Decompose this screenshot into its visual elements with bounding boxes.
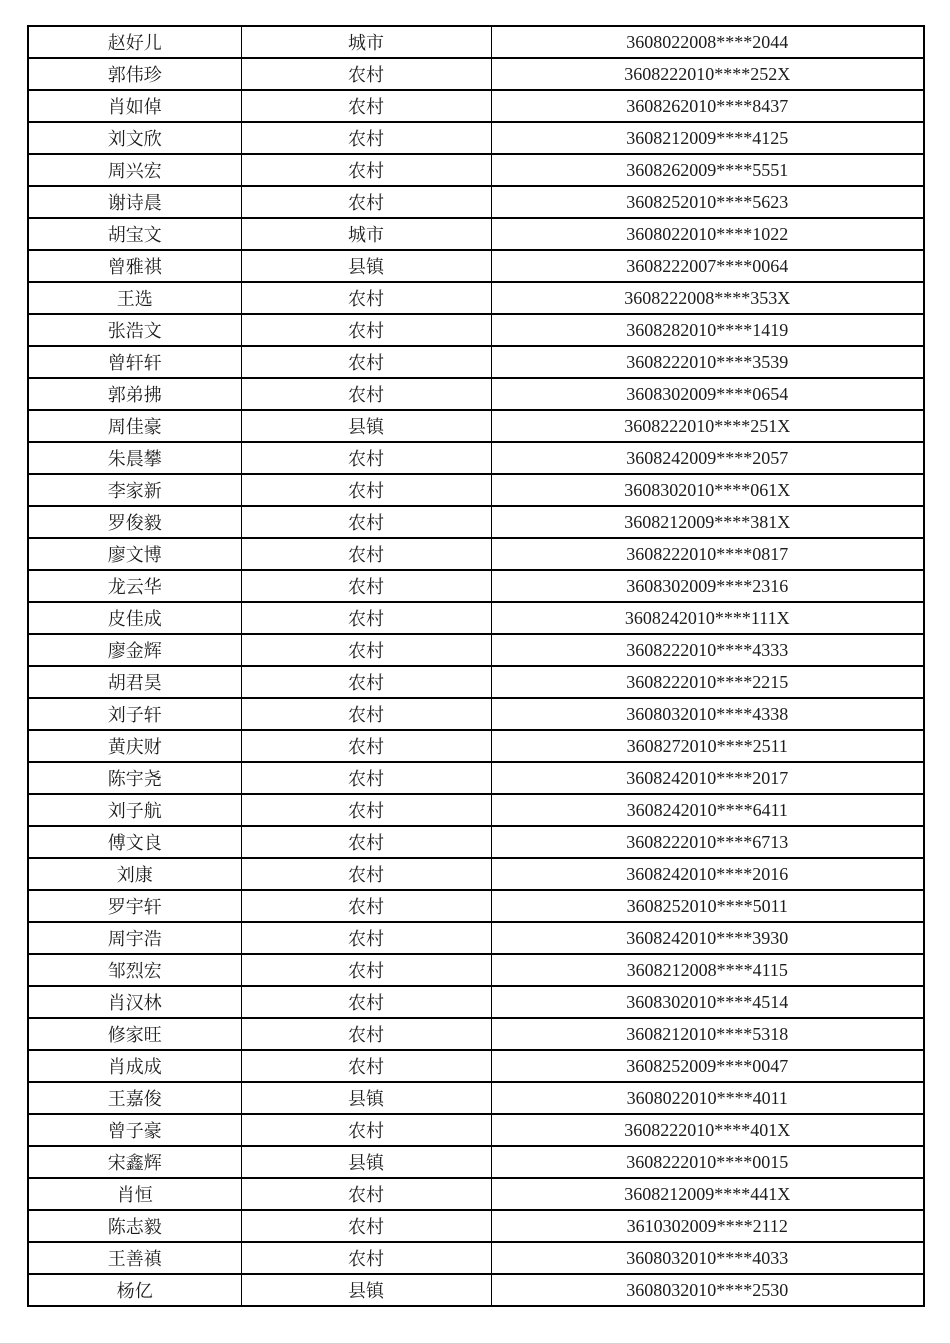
residence-type-cell: 农村 [241,122,491,154]
table-row [28,378,924,410]
name-cell: 罗宇轩 [28,890,241,922]
table-row [28,826,924,858]
id-number-cell: 3608242010****2017 [491,762,924,794]
id-number-cell: 3608242010****6411 [491,794,924,826]
id-number-cell: 3608302009****0654 [491,378,924,410]
residence-type-cell: 农村 [241,1178,491,1210]
name-cell: 周宇浩 [28,922,241,954]
residence-type-cell: 农村 [241,314,491,346]
name-cell: 胡君昊 [28,666,241,698]
residence-type-cell: 农村 [241,1018,491,1050]
id-number-cell: 3608222008****353X [491,282,924,314]
id-number-cell: 3608242010****111X [491,602,924,634]
table-row [28,154,924,186]
table-row [28,634,924,666]
id-number-cell: 3608262010****8437 [491,90,924,122]
residence-type-cell: 农村 [241,858,491,890]
residence-type-cell: 农村 [241,698,491,730]
table-row [28,538,924,570]
id-number-cell: 3608212009****441X [491,1178,924,1210]
id-number-cell: 3610302009****2112 [491,1210,924,1242]
table-row [28,122,924,154]
table-row [28,90,924,122]
name-cell: 傅文良 [28,826,241,858]
table-row [28,1082,924,1114]
table-row [28,698,924,730]
name-cell: 廖文博 [28,538,241,570]
table-row [28,58,924,90]
name-cell: 赵好儿 [28,26,241,58]
name-cell: 周佳豪 [28,410,241,442]
name-cell: 胡宝文 [28,218,241,250]
table-row [28,794,924,826]
id-number-cell: 3608262009****5551 [491,154,924,186]
id-number-cell: 3608222010****3539 [491,346,924,378]
residence-type-cell: 农村 [241,922,491,954]
records-table-body [28,26,924,1306]
name-cell: 廖金辉 [28,634,241,666]
table-row [28,890,924,922]
id-number-cell: 3608302009****2316 [491,570,924,602]
id-number-cell: 3608252010****5623 [491,186,924,218]
residence-type-cell: 农村 [241,762,491,794]
name-cell: 陈宇尧 [28,762,241,794]
name-cell: 王嘉俊 [28,1082,241,1114]
name-cell: 郭伟珍 [28,58,241,90]
name-cell: 郭弟拂 [28,378,241,410]
name-cell: 杨亿 [28,1274,241,1306]
table-row [28,666,924,698]
id-number-cell: 3608222010****251X [491,410,924,442]
name-cell: 朱晨攀 [28,442,241,474]
name-cell: 修家旺 [28,1018,241,1050]
table-row [28,346,924,378]
residence-type-cell: 县镇 [241,410,491,442]
residence-type-cell: 县镇 [241,1082,491,1114]
name-cell: 李家新 [28,474,241,506]
residence-type-cell: 农村 [241,506,491,538]
table-row [28,1210,924,1242]
id-number-cell: 3608302010****061X [491,474,924,506]
residence-type-cell: 农村 [241,538,491,570]
name-cell: 曾雅祺 [28,250,241,282]
table-row [28,986,924,1018]
residence-type-cell: 县镇 [241,250,491,282]
residence-type-cell: 城市 [241,26,491,58]
residence-type-cell: 农村 [241,474,491,506]
table-row [28,186,924,218]
name-cell: 刘子航 [28,794,241,826]
id-number-cell: 3608252010****5011 [491,890,924,922]
table-row [28,218,924,250]
name-cell: 谢诗晨 [28,186,241,218]
table-row [28,954,924,986]
table-row [28,1242,924,1274]
name-cell: 曾子豪 [28,1114,241,1146]
table-row [28,922,924,954]
id-number-cell: 3608242009****2057 [491,442,924,474]
name-cell: 张浩文 [28,314,241,346]
table-row [28,1114,924,1146]
residence-type-cell: 农村 [241,954,491,986]
residence-type-cell: 农村 [241,58,491,90]
table-row [28,506,924,538]
residence-type-cell: 县镇 [241,1274,491,1306]
id-number-cell: 3608242010****3930 [491,922,924,954]
residence-type-cell: 农村 [241,346,491,378]
id-number-cell: 3608282010****1419 [491,314,924,346]
table-row [28,410,924,442]
table-row [28,26,924,58]
id-number-cell: 3608212009****4125 [491,122,924,154]
residence-type-cell: 农村 [241,1210,491,1242]
name-cell: 肖成成 [28,1050,241,1082]
id-number-cell: 3608272010****2511 [491,730,924,762]
id-number-cell: 3608242010****2016 [491,858,924,890]
table-row [28,762,924,794]
residence-type-cell: 农村 [241,570,491,602]
table-row [28,602,924,634]
table-row [28,730,924,762]
id-number-cell: 3608212009****381X [491,506,924,538]
name-cell: 刘子轩 [28,698,241,730]
name-cell: 肖恒 [28,1178,241,1210]
name-cell: 皮佳成 [28,602,241,634]
table-row [28,282,924,314]
residence-type-cell: 农村 [241,666,491,698]
id-number-cell: 3608222010****0817 [491,538,924,570]
id-number-cell: 3608032010****4033 [491,1242,924,1274]
residence-type-cell: 城市 [241,218,491,250]
residence-type-cell: 农村 [241,378,491,410]
name-cell: 肖汉林 [28,986,241,1018]
residence-type-cell: 农村 [241,154,491,186]
table-row [28,250,924,282]
name-cell: 王善禛 [28,1242,241,1274]
id-number-cell: 3608212008****4115 [491,954,924,986]
residence-type-cell: 农村 [241,826,491,858]
id-number-cell: 3608222010****4333 [491,634,924,666]
table-row [28,570,924,602]
name-cell: 王选 [28,282,241,314]
residence-type-cell: 农村 [241,890,491,922]
name-cell: 龙云华 [28,570,241,602]
table-row [28,1146,924,1178]
name-cell: 邹烈宏 [28,954,241,986]
id-number-cell: 3608222010****2215 [491,666,924,698]
id-number-cell: 3608222010****401X [491,1114,924,1146]
residence-type-cell: 农村 [241,186,491,218]
id-number-cell: 3608252009****0047 [491,1050,924,1082]
name-cell: 陈志毅 [28,1210,241,1242]
residence-type-cell: 农村 [241,90,491,122]
name-cell: 曾轩轩 [28,346,241,378]
residence-type-cell: 农村 [241,730,491,762]
table-row [28,442,924,474]
residence-type-cell: 农村 [241,794,491,826]
id-number-cell: 3608032010****2530 [491,1274,924,1306]
id-number-cell: 3608022010****1022 [491,218,924,250]
table-row [28,858,924,890]
residence-type-cell: 农村 [241,986,491,1018]
residence-type-cell: 农村 [241,1242,491,1274]
name-cell: 周兴宏 [28,154,241,186]
id-number-cell: 3608222007****0064 [491,250,924,282]
table-row [28,314,924,346]
residence-type-cell: 农村 [241,1050,491,1082]
name-cell: 宋鑫辉 [28,1146,241,1178]
name-cell: 刘康 [28,858,241,890]
name-cell: 刘文欣 [28,122,241,154]
table-row [28,1274,924,1306]
id-number-cell: 3608302010****4514 [491,986,924,1018]
residence-type-cell: 县镇 [241,1146,491,1178]
student-records-table [27,25,925,1307]
name-cell: 罗俊毅 [28,506,241,538]
residence-type-cell: 农村 [241,634,491,666]
residence-type-cell: 农村 [241,1114,491,1146]
residence-type-cell: 农村 [241,602,491,634]
table-row [28,1050,924,1082]
id-number-cell: 3608022010****4011 [491,1082,924,1114]
id-number-cell: 3608222010****6713 [491,826,924,858]
table-row [28,1178,924,1210]
id-number-cell: 3608212010****5318 [491,1018,924,1050]
name-cell: 黄庆财 [28,730,241,762]
id-number-cell: 3608022008****2044 [491,26,924,58]
table-row [28,1018,924,1050]
residence-type-cell: 农村 [241,442,491,474]
residence-type-cell: 农村 [241,282,491,314]
id-number-cell: 3608222010****252X [491,58,924,90]
table-row [28,474,924,506]
id-number-cell: 3608032010****4338 [491,698,924,730]
id-number-cell: 3608222010****0015 [491,1146,924,1178]
name-cell: 肖如倬 [28,90,241,122]
